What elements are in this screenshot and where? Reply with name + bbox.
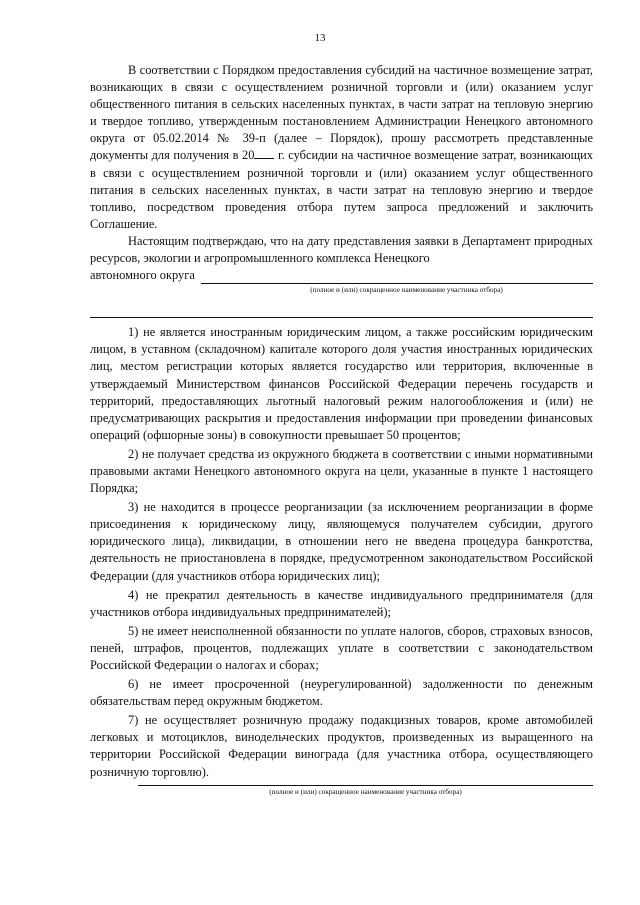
confirm-paragraph: Настоящим подтверждаю, что на дату представления заявки в Департамент природных ресурсов, экологии и агропромышленного комплекса Ненецкого xyxy=(90,233,593,266)
intro-paragraph xyxy=(90,62,593,233)
list-item: 5) не имеет неисполненной обязанности по уплате налогов, сборов, страховых взносов, пеней, штрафов, процентов, подлежащих уплате в соответствии с законодательством Российской Федерации о налогах и сборах; xyxy=(90,623,593,672)
list-item: 1) не является иностранным юридическим лицом, а также российским юридическим лицом, в уставном (складочном) капитале которого доля участия иностранных юридических лиц, местом регистрации которых является государство или территория, включенные в утверждаемый Министерством финансов Российской Федерации перечень государств и территорий, предоставляющих льготный налоговый режим налогообложения и (или) не предусматривающих раскрытия и предоставления информации при проведении финансовых операций (офшорные зоны) в совокупности превышает 50 процентов; xyxy=(90,325,593,442)
intro-text-part1: В соответствии с Порядком предоставления субсидий на частичное возмещение затрат, возникающих в связи с осуществлением розничной торговли и (или) оказанием услуг общественного питания в сельских населенных пунктах, в части затрат на тепловую энергию и твердое топливо, утвержденным постановлением Администрации Ненецкого автономного округа от 05.02.2014 № 39-п (далее – Порядок), прошу рассмотреть представленные документы для получения в 20 xyxy=(90,63,593,163)
confirm-fill-row xyxy=(90,267,593,284)
intro-text-part2: г. субсидии на частичное возмещение затрат, возникающих в связи с осуществлением розничной торговли и (или) оказанием услуг общественного питания в сельских населенных пунктах, в части затрат на тепловую энергию и твердое топливо, посредством проведения отбора путем запроса предложений и заключить Соглашение. xyxy=(90,148,593,231)
page-number: 13 xyxy=(314,32,326,44)
list-item: 3) не находится в процессе реорганизации (за исключением реорганизации в форме присоединения к юридическому лицу, являющемуся получателем субсидии, другого юридического лица), ликвидации, в отношении него не введена процедура банкротства, деятельность не приостановлена в порядке, предусмотренном законодательством Российской Федерации (для участников отбора юридических лиц); xyxy=(90,500,593,583)
participant-caption: (полное и (или) сокращенное наименование участника отбора) xyxy=(310,286,503,295)
list-item: 2) не получает средства из окружного бюджета в соответствии с иными нормативными правовыми актами Ненецкого автономного округа на цели, указанные в пункте 1 настоящего Порядка; xyxy=(90,446,593,496)
bottom-caption: (полное и (или) сокращенное наименование участника отбора) xyxy=(269,788,462,796)
list-item: 4) не прекратил деятельность в качестве индивидуального предпринимателя (для участников отбора индивидуальных предпринимателей); xyxy=(90,587,593,619)
confirm-fill-label: автономного округа xyxy=(90,268,195,283)
list-item: 7) не осуществляет розничную продажу подакцизных товаров, кроме автомобилей легковых и мотоциклов, винодельческих продуктов, произведенных из выращенного на территории Российской Федерации винограда (для участника отбора, осуществляющего розничную торговлю). xyxy=(90,713,593,779)
document-body xyxy=(90,62,593,781)
participant-name-continuation-line xyxy=(90,317,593,318)
year-blank xyxy=(254,147,274,159)
participant-name-line xyxy=(201,271,593,284)
signature-name-line xyxy=(138,785,593,786)
list-item: 6) не имеет просроченной (неурегулированной) задолженности по денежным обязательствам перед окружным бюджетом. xyxy=(90,677,593,709)
